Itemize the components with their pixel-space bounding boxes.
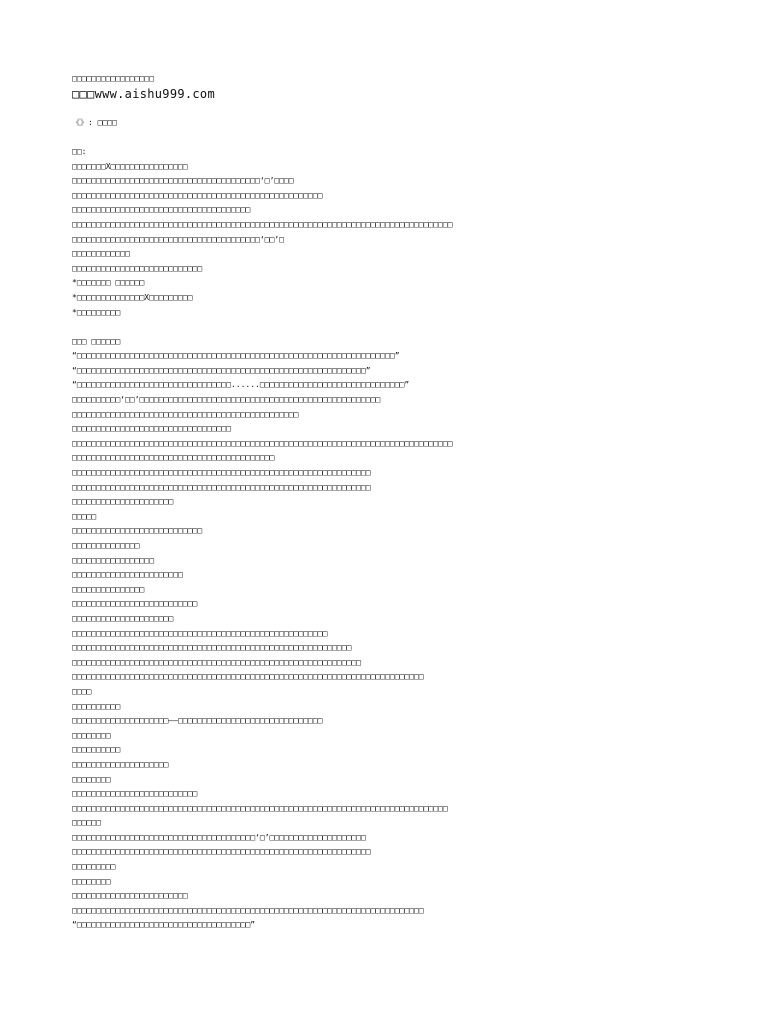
text-line: □□□□□□□□□□□□□□□□□□□□□□□□□□□□□□□□□□□□□□□□□□□□□□□□□□□□□□□□□□□□□□ <box>72 482 371 492</box>
text-line: □□□□□□□□□□□□□□□□□□□□□□□□ <box>72 891 188 901</box>
text-line: □□□ □□□□□□ <box>72 336 121 346</box>
text-line: □□□□□□□□□□□□□□□□□□□□ <box>72 759 169 769</box>
text-line: □□□□□□□□□□□□□□□□□□□□□□□□□□□□□□□□□□□□□□□□□□□□□□□□□□□□□□□□□□□□□□□□□□□□□□□□□□□□□□□ <box>72 438 453 448</box>
text-line: □□□□□□□X□□□□□□□□□□□□□□□□ <box>72 161 188 171</box>
text-line: □□□□□□□□□□□□□□□ <box>72 584 145 594</box>
text-line: □□□□□□□□□□□□□□□□□□□□□□□□□□□□□□□□□□□□□□‘□’□□□□□□□□□□□□□□□□□□□□ <box>72 832 366 842</box>
text-line: □□□□□□□□□□□□□□□□□□□□□□□□□□□□□□□□□□□□□□□□□□□□□□□□□□□□□□□□□□□□□□□□□□□□□□□□□ <box>72 905 424 915</box>
text-line: □□□□□□□□□□□□□□□□□□□□□□□□□□□□□□□□□□□□□□□□□□□□□□□□□□□□□□□□□□□□□□□□□□□□□□□□□ <box>72 672 424 682</box>
text-line: □□□□□□□□□□‘□□’□□□□□□□□□□□□□□□□□□□□□□□□□□□□□□□□□□□□□□□□□□□□□□□□□□ <box>72 395 381 405</box>
text-line: □□□□□□□□ <box>72 774 111 784</box>
text-line <box>72 101 732 116</box>
text-line: □□□□□□ <box>72 818 101 828</box>
text-line: □□□□□□□□□□□□□□□□□□□□□□□□□□□□□□□□□□□□□□□□□□□□□□□□□□□□ <box>72 190 323 200</box>
text-line: □□□□□□□□□□□□□□□□□□□□□ <box>72 613 174 623</box>
text-line: “□□□□□□□□□□□□□□□□□□□□□□□□□□□□□□□□□□□□□□□□□□□□□□□□□□□□□□□□□□□□” <box>72 365 371 375</box>
text-line: □□□□□□□□□□□□□□□□□□□□□□□□□□□□□□□□□□□□□□□□□□□□□□□□□□□□□□□□□□□□□□ <box>72 847 371 857</box>
text-line: □□□□□ <box>72 511 97 521</box>
text-line: □□□□□□□□□□□□□□□□□□□□□□□□□□ <box>72 789 198 799</box>
text-line: □□□□□□□□□□□□□□□□□□□□□□□□□□□□□□□□□□□□□□□□□□□□□□□ <box>72 409 299 419</box>
text-line: “□□□□□□□□□□□□□□□□□□□□□□□□□□□□□□□□□□□□□□□□□□□□□□□□□□□□□□□□□□□□□□□□□□” <box>72 351 400 361</box>
text-line <box>72 130 732 145</box>
text-line: □□□□□□□□□□□□□□□□□□□□□□□□□□□□□□□□□□□□□□□□□□□□□□□□□□□□□□□□□□□□□□□□□□□□□□□□□□□□□□□ <box>72 219 453 229</box>
text-line: □□□□□□□□□ <box>72 862 116 872</box>
text-line: *□□□□□□□ □□□□□□ <box>72 278 145 288</box>
text-line: □□□□□□□□□□□□□□□□□□□□——□□□□□□□□□□□□□□□□□□□□□□□□□□□□□□ <box>72 716 323 726</box>
text-line: □□□□□□□□□□□□□□□□□ <box>72 74 154 83</box>
text-line: □□□www.aishu999.com <box>72 86 215 101</box>
text-line: □□□□□□□□□□□□□□□□□□□□□□□□□□□□□□□□□□□□□□□‘□’□□□□ <box>72 176 294 186</box>
text-line: □□□□□□□□□□□□□□ <box>72 541 140 550</box>
text-line: □□□□□□□□□□□□□□□□□□□□□□□□□□□□□□□□□ <box>72 424 231 434</box>
text-line: □□□□□□□□□□□□□□□□□□□□□□□□□□□ <box>72 526 203 536</box>
text-line: □□□□□□□□□□□□□□□□□□□□□□□□□□□□□□□□□□□□□□□‘□□’□ <box>72 234 284 244</box>
text-line: □□□□□□□□ <box>72 730 111 740</box>
text-line: □□□□□□□□□□□□□□□□□□□□□□□□□□□□□□□□□□□□□□□□□□□□□□□□□□□□□□□□□□□□ <box>72 657 361 667</box>
text-line: □□□□□□□□□□□□□□□□□ <box>72 555 154 565</box>
text-line: □□□□ <box>72 686 92 696</box>
text-line: □□□□□□□□□□□□□□□□□□□□□□□□□□□□□□□□□□□□□□□□□□□□□□□□□□□□□ <box>72 628 328 638</box>
text-line: □□□□□□□□□□□□□□□□□□□□□□□□□□□□□□□□□□□□□□□□□□□□□□□□□□□□□□□□□□ <box>72 643 352 653</box>
text-line: □□□□□□□□□□ <box>72 701 121 711</box>
text-line: □□□□□□□□ <box>72 876 111 886</box>
text-line: □□□□□□□□□□□□□□□□□□□□□ <box>72 497 174 507</box>
text-line: *□□□□□□□□□ <box>72 307 121 317</box>
text-line <box>72 320 732 335</box>
text-line: □□□□□□□□□□□□□□□□□□□□□□□□□□□ <box>72 263 203 273</box>
text-line: □□□□□□□□□□□□□□□□□□□□□□□□□□□□□□□□□□□□□□□□□□□□□□□□□□□□□□□□□□□□□□□□□□□□□□□□□□□□□□ <box>72 803 448 813</box>
text-line: *□□□□□□□□□□□□□□X□□□□□□□□□ <box>72 292 193 302</box>
text-line: □□□□□□□□□□□□□□□□□□□□□□□ <box>72 570 183 580</box>
text-line: □□□□□□□□□□□□□□□□□□□□□□□□□□ <box>72 599 198 609</box>
document-body <box>72 72 732 933</box>
text-line: □□□□□□□□□□□□□□□□□□□□□□□□□□□□□□□□□□□□□□□□□□ <box>72 453 275 463</box>
text-line: □□: <box>72 146 87 156</box>
text-line: □□□□□□□□□□□□ <box>72 249 130 259</box>
text-line: □□□□□□□□□□□□□□□□□□□□□□□□□□□□□□□□□□□□□□□□□□□□□□□□□□□□□□□□□□□□□□ <box>72 468 371 478</box>
text-line: □□□□□□□□□□□□□□□□□□□□□□□□□□□□□□□□□□□□□ <box>72 205 251 215</box>
text-line: “□□□□□□□□□□□□□□□□□□□□□□□□□□□□□□□□......□□□□□□□□□□□□□□□□□□□□□□□□□□□□□□” <box>72 380 410 390</box>
text-line: □□□□□□□□□□ <box>72 745 121 755</box>
text-line: 《》: □□□□ <box>72 117 117 127</box>
text-line: “□□□□□□□□□□□□□□□□□□□□□□□□□□□□□□□□□□□□” <box>72 920 256 930</box>
